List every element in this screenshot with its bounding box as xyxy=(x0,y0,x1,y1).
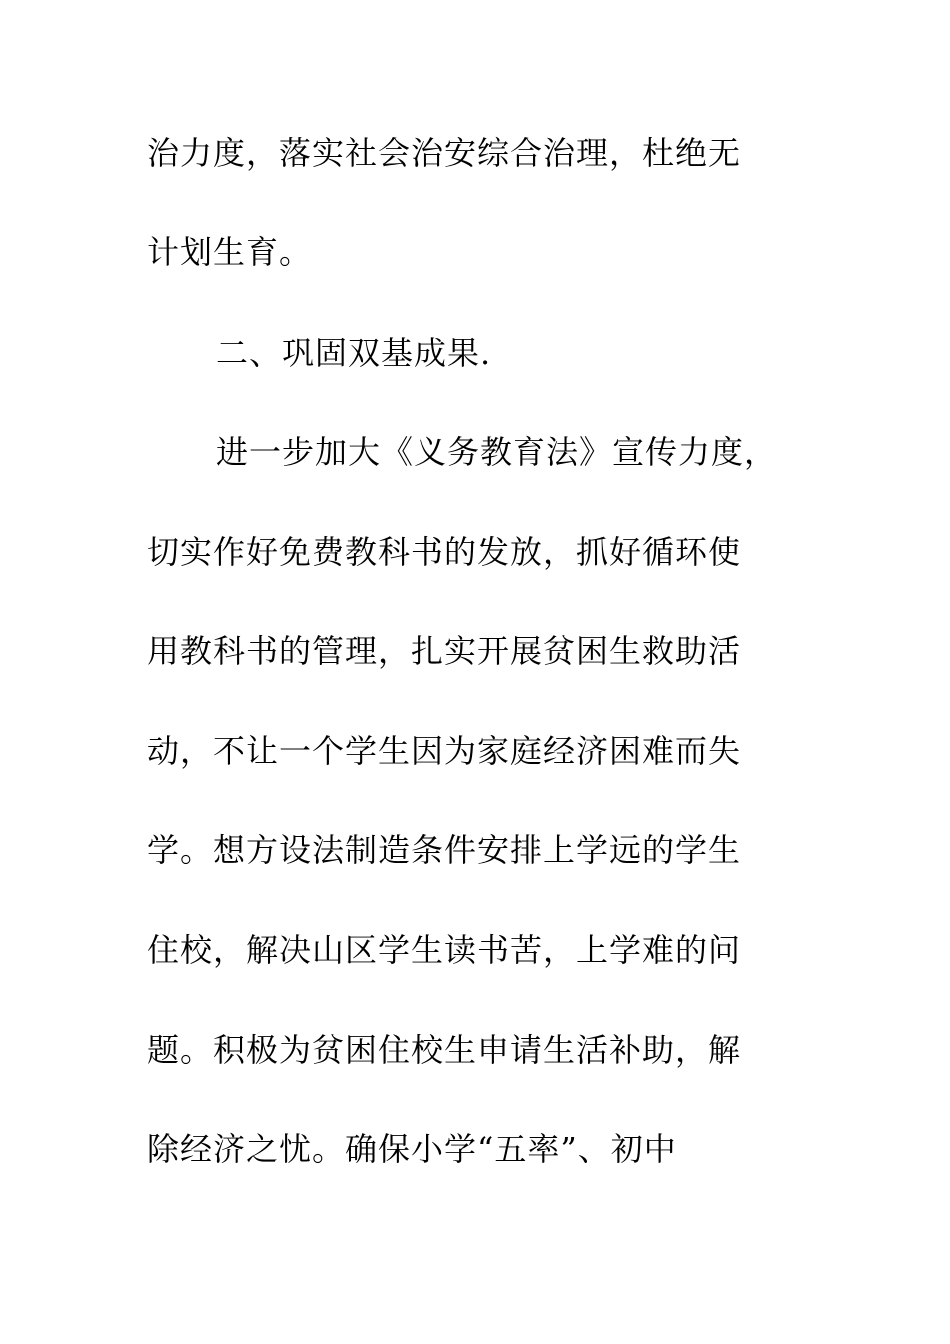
paragraph-line: 除经济之忧。确保小学“五率”、初中 xyxy=(147,1130,677,1168)
paragraph-line: 切实作好免费教科书的发放，抓好循环使 xyxy=(147,533,742,571)
paragraph-line: 治力度，落实社会治安综合治理，杜绝无 xyxy=(147,134,742,172)
paragraph-line: 题。积极为贫困住校生申请生活补助，解 xyxy=(147,1031,742,1069)
paragraph-line: 住校，解决山区学生读书苦，上学难的问 xyxy=(147,931,742,969)
section-heading: 二、巩固双基成果. xyxy=(216,334,492,372)
paragraph-line: 学。想方设法制造条件安排上学远的学生 xyxy=(147,831,742,869)
paragraph-line: 用教科书的管理，扎实开展贫困生救助活 xyxy=(147,632,742,670)
paragraph-line: 计划生育。 xyxy=(147,233,313,271)
paragraph-line: 进一步加大《义务教育法》宣传力度， xyxy=(216,433,778,471)
paragraph-line: 动，不让一个学生因为家庭经济困难而失 xyxy=(147,732,742,770)
